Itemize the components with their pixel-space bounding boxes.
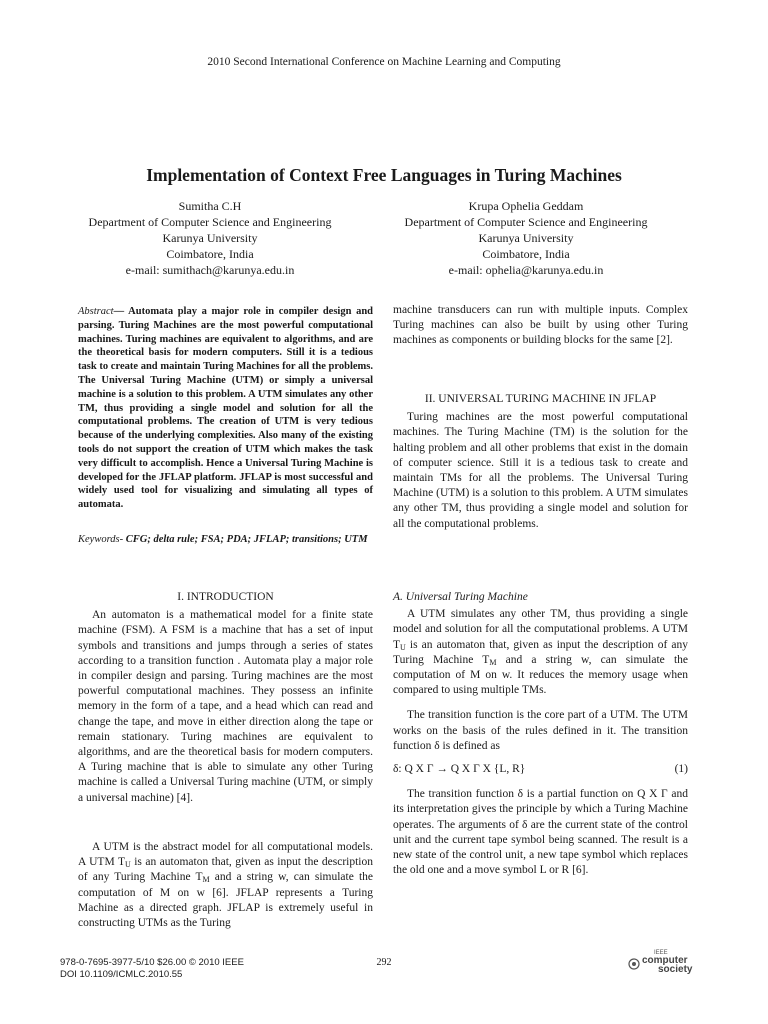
author-email: e-mail: sumithach@karunya.edu.in <box>125 263 295 277</box>
subscript-u: U <box>124 860 131 870</box>
author-name: Sumitha C.H <box>178 199 242 213</box>
equation-number: (1) <box>674 763 688 776</box>
intro-p2-text-c: and a string w, can simulate the computation of M on w [6]. JFLAP represents a Turing Machine as a directed graph. JFLAP is extremely useful in constructing UTMs as the Turing <box>78 871 374 930</box>
author-block-2 <box>376 198 676 278</box>
section-heading-utm-jflap: II. UNIVERSAL TURING MACHINE IN JFLAP <box>424 393 657 405</box>
logo-computer-text: computer <box>642 955 688 966</box>
equation-text: δ: Q X Γ → Q X Γ X {L, R} <box>393 763 526 776</box>
footer-isbn: 978-0-7695-3977-5/10 $26.00 © 2010 IEEE <box>60 957 244 968</box>
section-heading-introduction: I. INTRODUCTION <box>177 591 274 603</box>
subsection-a-paragraph-1 <box>393 607 688 698</box>
page-number: 292 <box>376 957 392 968</box>
introduction-section <box>78 590 373 806</box>
author-city: Coimbatore, India <box>166 247 254 261</box>
footer-doi: DOI 10.1109/ICMLC.2010.55 <box>60 969 183 980</box>
intro-p2-text-b: is an automaton that, given as input the description of any Turing Machine T <box>78 856 373 884</box>
subscript-u: U <box>400 642 406 652</box>
subsection-heading-utm: A. Universal Turing Machine <box>393 591 528 603</box>
subscript-m: M <box>202 875 210 885</box>
intro-paragraph-2 <box>78 840 373 931</box>
intro-paragraph-1: An automaton is a mathematical model for a finite state machine (FSM). A FSM is a machine that has a set of input symbols and transitions and jumps through a series of states according to a transition function . Automata play a major role in compiler design and parsing. Turing machines are the most powerful computational machines. They possess an infinite memory in the form of a tape, and a head which can read and change the tape, and move in either direction along the tape or remain stationary. Turing machines are equivalent to algorithms, and are the theoretical basis for modern computers. A Turing machine that is able to simulate any other Turing machine is called a Universal Turing machine (UTM, or simply a universal machine) [4]. <box>78 609 373 804</box>
keywords-text: CFG; delta rule; FSA; PDA; JFLAP; transitions; UTM <box>123 534 368 545</box>
author-city: Coimbatore, India <box>482 247 570 261</box>
subscript-m: M <box>489 657 497 667</box>
subA-p1-text-a: A UTM simulates any other TM, thus providing a single model and solution for all the computational problems. A UTM T <box>393 608 688 651</box>
paper-title: Implementation of Context Free Languages in Turing Machines <box>146 165 622 185</box>
subA-p1-text-c: and a string w, can simulate the computation of M on w. It reduces the memory usage when compared to using multiple TMs. <box>393 653 688 697</box>
keywords-label: Keywords- <box>78 534 124 545</box>
computer-society-logo-icon <box>628 958 640 970</box>
subsection-a-paragraph-2: The transition function is the core part of a UTM. The UTM works on the basis of the rules defined in it. The transition function δ is defined as <box>393 709 688 752</box>
section-2 <box>393 392 688 532</box>
equation-1 <box>393 762 688 777</box>
keywords <box>78 533 373 547</box>
author-department: Department of Computer Science and Engineering <box>88 215 332 229</box>
abstract <box>78 305 373 512</box>
abstract-text: — Automata play a major role in compiler design and parsing. Turing Machines are the most powerful computational machines. Turing machines are equivalent to algorithms, and are the theoretical basis for modern computers. Still it is a tedious task to create and maintain Turing Machines for all the problems. The Universal Turing Machine (UTM) or simply a universal machine is a solution to this problem. A UTM simulates any other TM, thus providing a single model and solution for all the computational problems. The creation of UTM is very tedious because of the underlying complexities. Also many of the existing tools do not support the creation of UTM which makes the task very difficult to accomplish. Hence a Universal Turing Machine is developed for the JFLAP platform. JFLAP is most successful and widely used tool for visualizing and simulating all types of automata. <box>78 306 373 511</box>
right-continuation: machine transducers can run with multiple inputs. Complex Turing machines can also be built by using other Turing machines as components or building blocks for the same [2]. <box>393 304 688 347</box>
author-email: e-mail: ophelia@karunya.edu.in <box>448 263 604 277</box>
author-university: Karunya University <box>478 231 574 245</box>
subsection-a-paragraph-3: The transition function δ is a partial function on Q X Γ and its interpretation gives the principle by which a Turing Machine operates. The arguments of δ are the current state of the control unit and the current tape symbol being scanned. The result is a new state of the control unit, a new tape symbol which replaces the old one and a move symbol L or R [6]. <box>393 788 688 877</box>
section-2-paragraph: Turing machines are the most powerful computational machines. The Turing Machine (TM) is the solution for the halting problem and all other problems that exist in the domain of computer science. Still it is a tedious task to create and maintain TMs for all the problems. The Universal Turing Machine (UTM) is a solution to this problem. A UTM simulates any other TM, thus providing a single model and solution for all the computational problems. <box>393 411 688 530</box>
ieee-computer-society-logo <box>628 950 708 980</box>
intro-p2-text-a: A UTM is the abstract model for all computational models. A UTM T <box>78 841 373 869</box>
logo-society-text: society <box>658 964 693 975</box>
abstract-label: Abstract <box>78 306 114 317</box>
author-block-1 <box>60 198 360 278</box>
author-university: Karunya University <box>162 231 258 245</box>
conference-header: 2010 Second International Conference on Machine Learning and Computing <box>207 56 561 68</box>
logo-ieee-text: IEEE <box>654 950 668 956</box>
subsection-a <box>393 590 688 878</box>
subA-p1-text-b: is an automaton that, given as input the description of any Turing Machine T <box>393 638 688 666</box>
author-name: Krupa Ophelia Geddam <box>468 199 584 213</box>
author-department: Department of Computer Science and Engineering <box>404 215 648 229</box>
